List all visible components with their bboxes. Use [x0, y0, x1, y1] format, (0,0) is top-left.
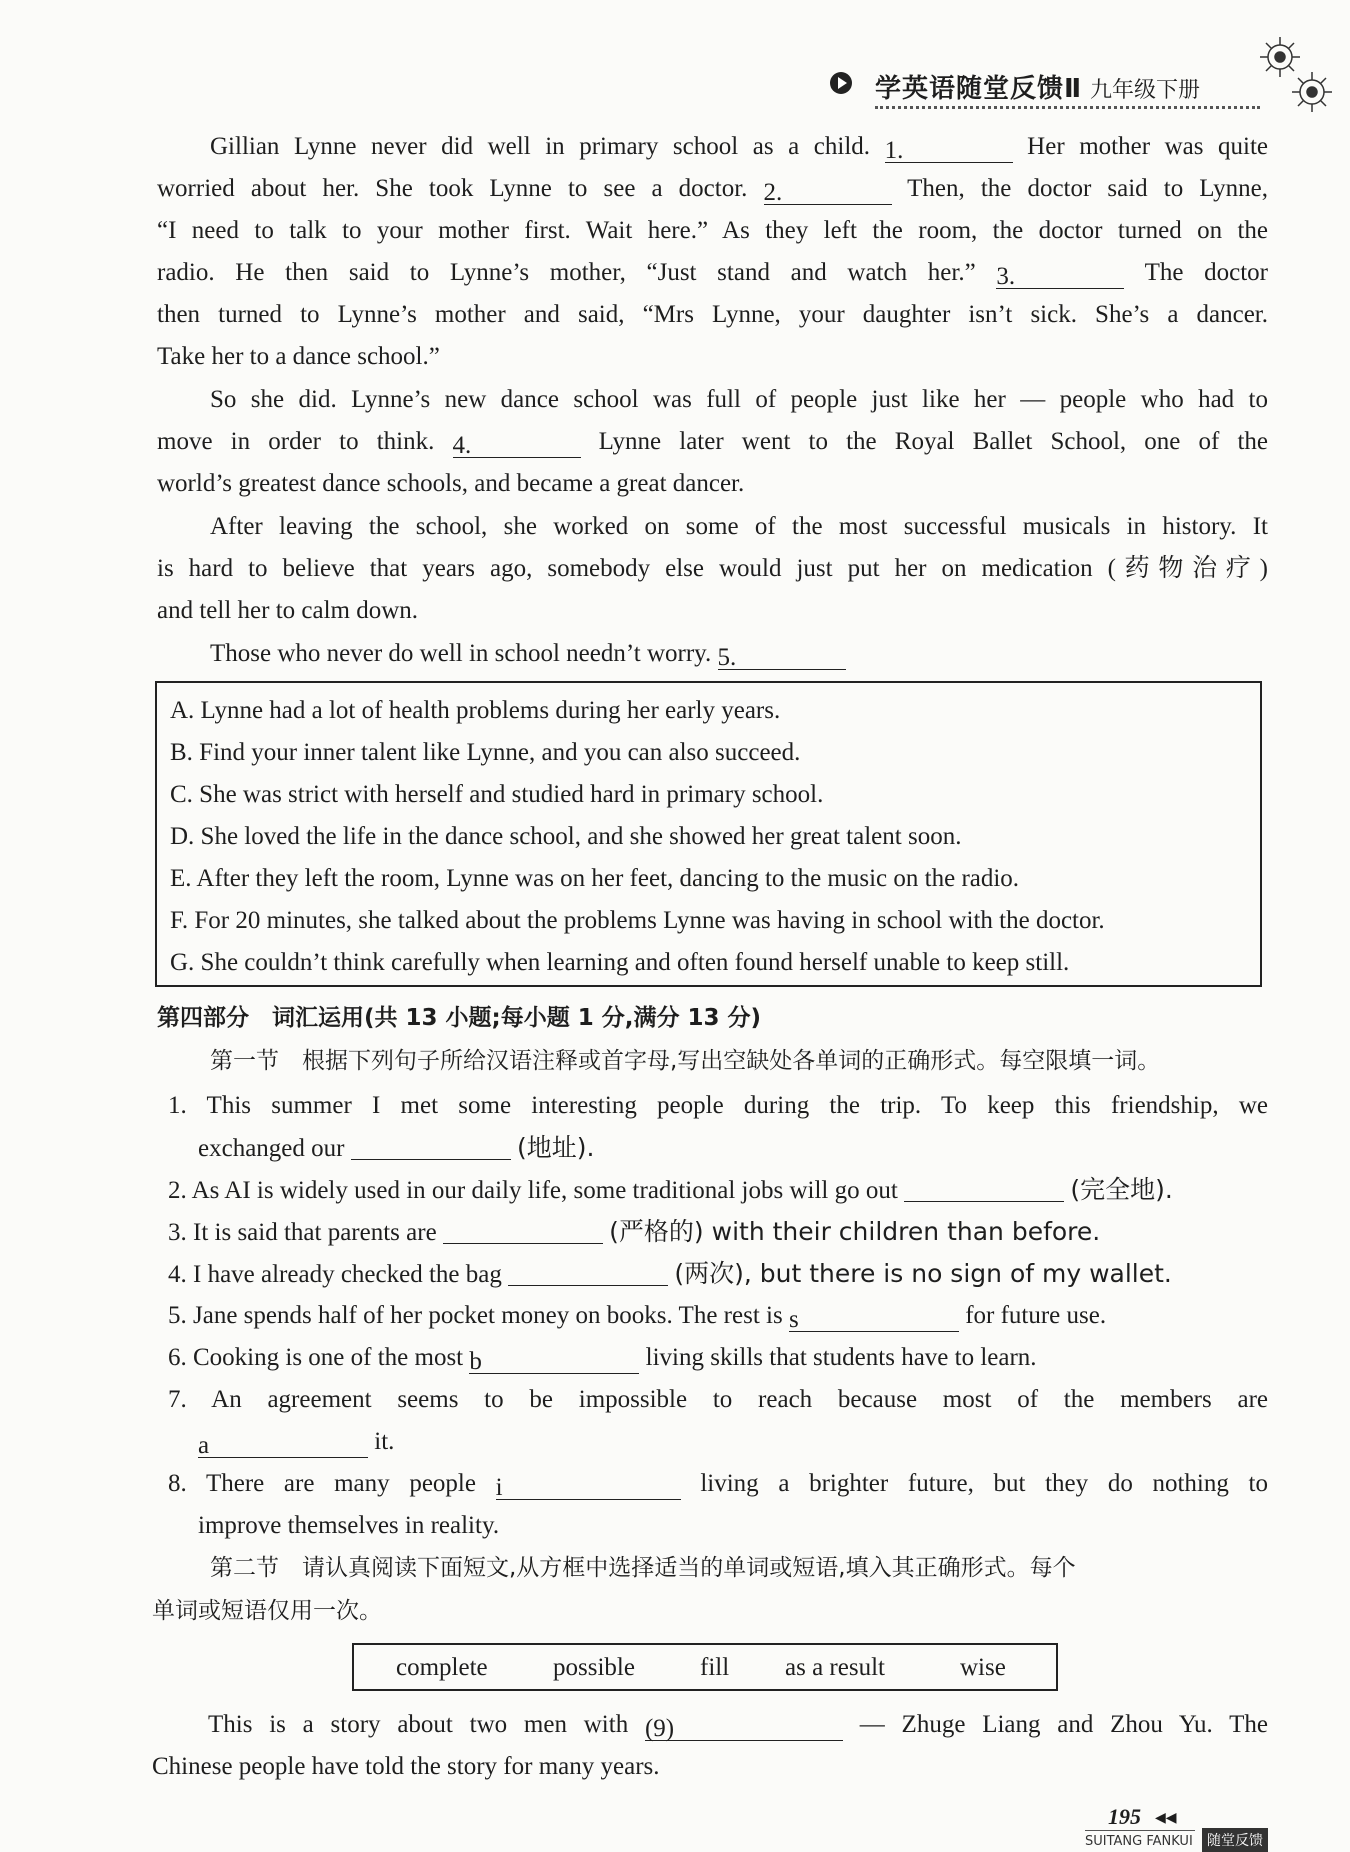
section-instructions: 第二节 请认真阅读下面短文,从方框中选择适当的单词或短语,填入其正确形式。每个 [210, 1555, 1076, 1581]
answer-blank[interactable]: 5. [718, 645, 846, 670]
vocab-item: 2. As AI is widely used in our daily life, some traditional jobs will go out (完全地). [168, 1175, 1173, 1204]
word-option: complete [396, 1654, 488, 1681]
page-number: 195 [1108, 1804, 1141, 1829]
grade-label: 九年级下册 [1090, 78, 1201, 103]
section-instructions: 单词或短语仅用一次。 [152, 1598, 382, 1624]
vocab-item: 5. Jane spends half of her pocket money on books. The rest is s for future use. [168, 1302, 1107, 1333]
answer-blank[interactable]: 3. [996, 264, 1124, 289]
answer-blank[interactable]: 2. [764, 180, 892, 205]
vocab-item: 6. Cooking is one of the most b living skills that students have to learn. [168, 1344, 1037, 1375]
answer-blank[interactable]: 4. [453, 433, 581, 458]
book-title: 学英语随堂反馈Ⅱ [875, 74, 1083, 104]
play-icon [830, 72, 852, 94]
section-heading: 第四部分 词汇运用(共 13 小题;每小题 1 分,满分 13 分) [157, 1005, 762, 1031]
passage-line: worried about her. She took Lynne to see a doctor. 2. Then, the doctor said to Lynne, [157, 175, 1269, 206]
option-g: G. She couldn’t think carefully when learning and often found herself unable to keep still. [170, 949, 1070, 976]
passage-line: move in order to think. 4. Lynne later went to the Royal Ballet School, one of the [157, 428, 1269, 459]
option-d: D. She loved the life in the dance school, and she showed her great talent soon. [170, 823, 962, 850]
vocab-item: 7. An agreement seems to be impossible to reach because most of the members are [168, 1386, 1268, 1413]
story-line: Chinese people have told the story for many years. [152, 1753, 660, 1780]
option-c: C. She was strict with herself and studied hard in primary school. [170, 781, 824, 808]
footer-brand-cn: 随堂反馈 [1202, 1828, 1268, 1852]
vocab-item-cont: improve themselves in reality. [198, 1512, 500, 1539]
word-option: possible [553, 1654, 635, 1681]
footer-divider [1085, 1830, 1195, 1831]
answer-blank[interactable]: 1. [885, 138, 1013, 163]
passage-line: Take her to a dance school.” [157, 343, 440, 370]
answer-blank[interactable]: (9) [645, 1716, 843, 1741]
vocab-item: 4. I have already checked the bag (两次), but there is no sign of my wallet. [168, 1259, 1172, 1288]
section-instructions: 第一节 根据下列句子所给汉语注释或首字母,写出空缺处各单词的正确形式。每空限填一词。 [210, 1048, 1161, 1074]
answer-blank[interactable] [351, 1135, 511, 1160]
answer-blank[interactable]: i [496, 1475, 681, 1500]
vocab-item-cont: exchanged our (地址). [198, 1133, 595, 1162]
passage-line: “I need to talk to your mother first. Wait here.” As they left the room, the doctor turned on the [157, 217, 1268, 244]
passage-line: Gillian Lynne never did well in primary school as a child. 1. Her mother was quite [210, 133, 1269, 164]
flower-decoration-icon [1240, 22, 1340, 122]
story-line: This is a story about two men with (9) — Zhuge Liang and Zhou Yu. The [208, 1711, 1269, 1742]
option-f: F. For 20 minutes, she talked about the problems Lynne was having in school with the doctor. [170, 907, 1105, 934]
passage-line: So she did. Lynne’s new dance school was full of people just like her — people who had to [210, 386, 1268, 413]
passage-line: world’s greatest dance schools, and became a great dancer. [157, 470, 745, 497]
word-option: as a result [785, 1654, 885, 1681]
answer-blank[interactable]: s [789, 1307, 959, 1332]
passage-line: and tell her to calm down. [157, 597, 419, 624]
vocab-item: 3. It is said that parents are (严格的) with their children than before. [168, 1217, 1101, 1246]
option-e: E. After they left the room, Lynne was on her feet, dancing to the music on the radio. [170, 865, 1020, 892]
option-a: A. Lynne had a lot of health problems during her early years. [170, 697, 781, 724]
answer-blank[interactable] [904, 1177, 1064, 1202]
answer-blank[interactable]: a [198, 1433, 368, 1458]
answer-blank[interactable]: b [469, 1349, 639, 1374]
passage-line: then turned to Lynne’s mother and said, “Mrs Lynne, your daughter isn’t sick. She’s a dancer. [157, 301, 1268, 328]
passage-line: radio. He then said to Lynne’s mother, “Just stand and watch her.” 3. The doctor [157, 259, 1269, 290]
passage-line: is hard to believe that years ago, somebody else would just put her on medication (药物治疗) [157, 555, 1268, 582]
answer-blank[interactable] [443, 1219, 603, 1244]
header-divider [875, 106, 1260, 109]
passage-line: Those who never do well in school needn’t worry. 5. [210, 641, 846, 670]
option-b: B. Find your inner talent like Lynne, and you can also succeed. [170, 739, 801, 766]
vocab-item-cont: a it. [198, 1428, 395, 1459]
vocab-item: 1. This summer I met some interesting people during the trip. To keep this friendship, we [168, 1092, 1268, 1119]
footer-brand-en: SUITANG FANKUI [1085, 1834, 1193, 1849]
word-option: wise [960, 1654, 1006, 1681]
answer-blank[interactable] [508, 1261, 668, 1286]
passage-line: After leaving the school, she worked on some of the most successful musicals in history. It [210, 513, 1268, 540]
arrow-left-icon: ◀◀ [1155, 1811, 1177, 1826]
vocab-item: 8. There are many people i living a brighter future, but they do nothing to [168, 1470, 1268, 1501]
word-option: fill [700, 1654, 730, 1681]
